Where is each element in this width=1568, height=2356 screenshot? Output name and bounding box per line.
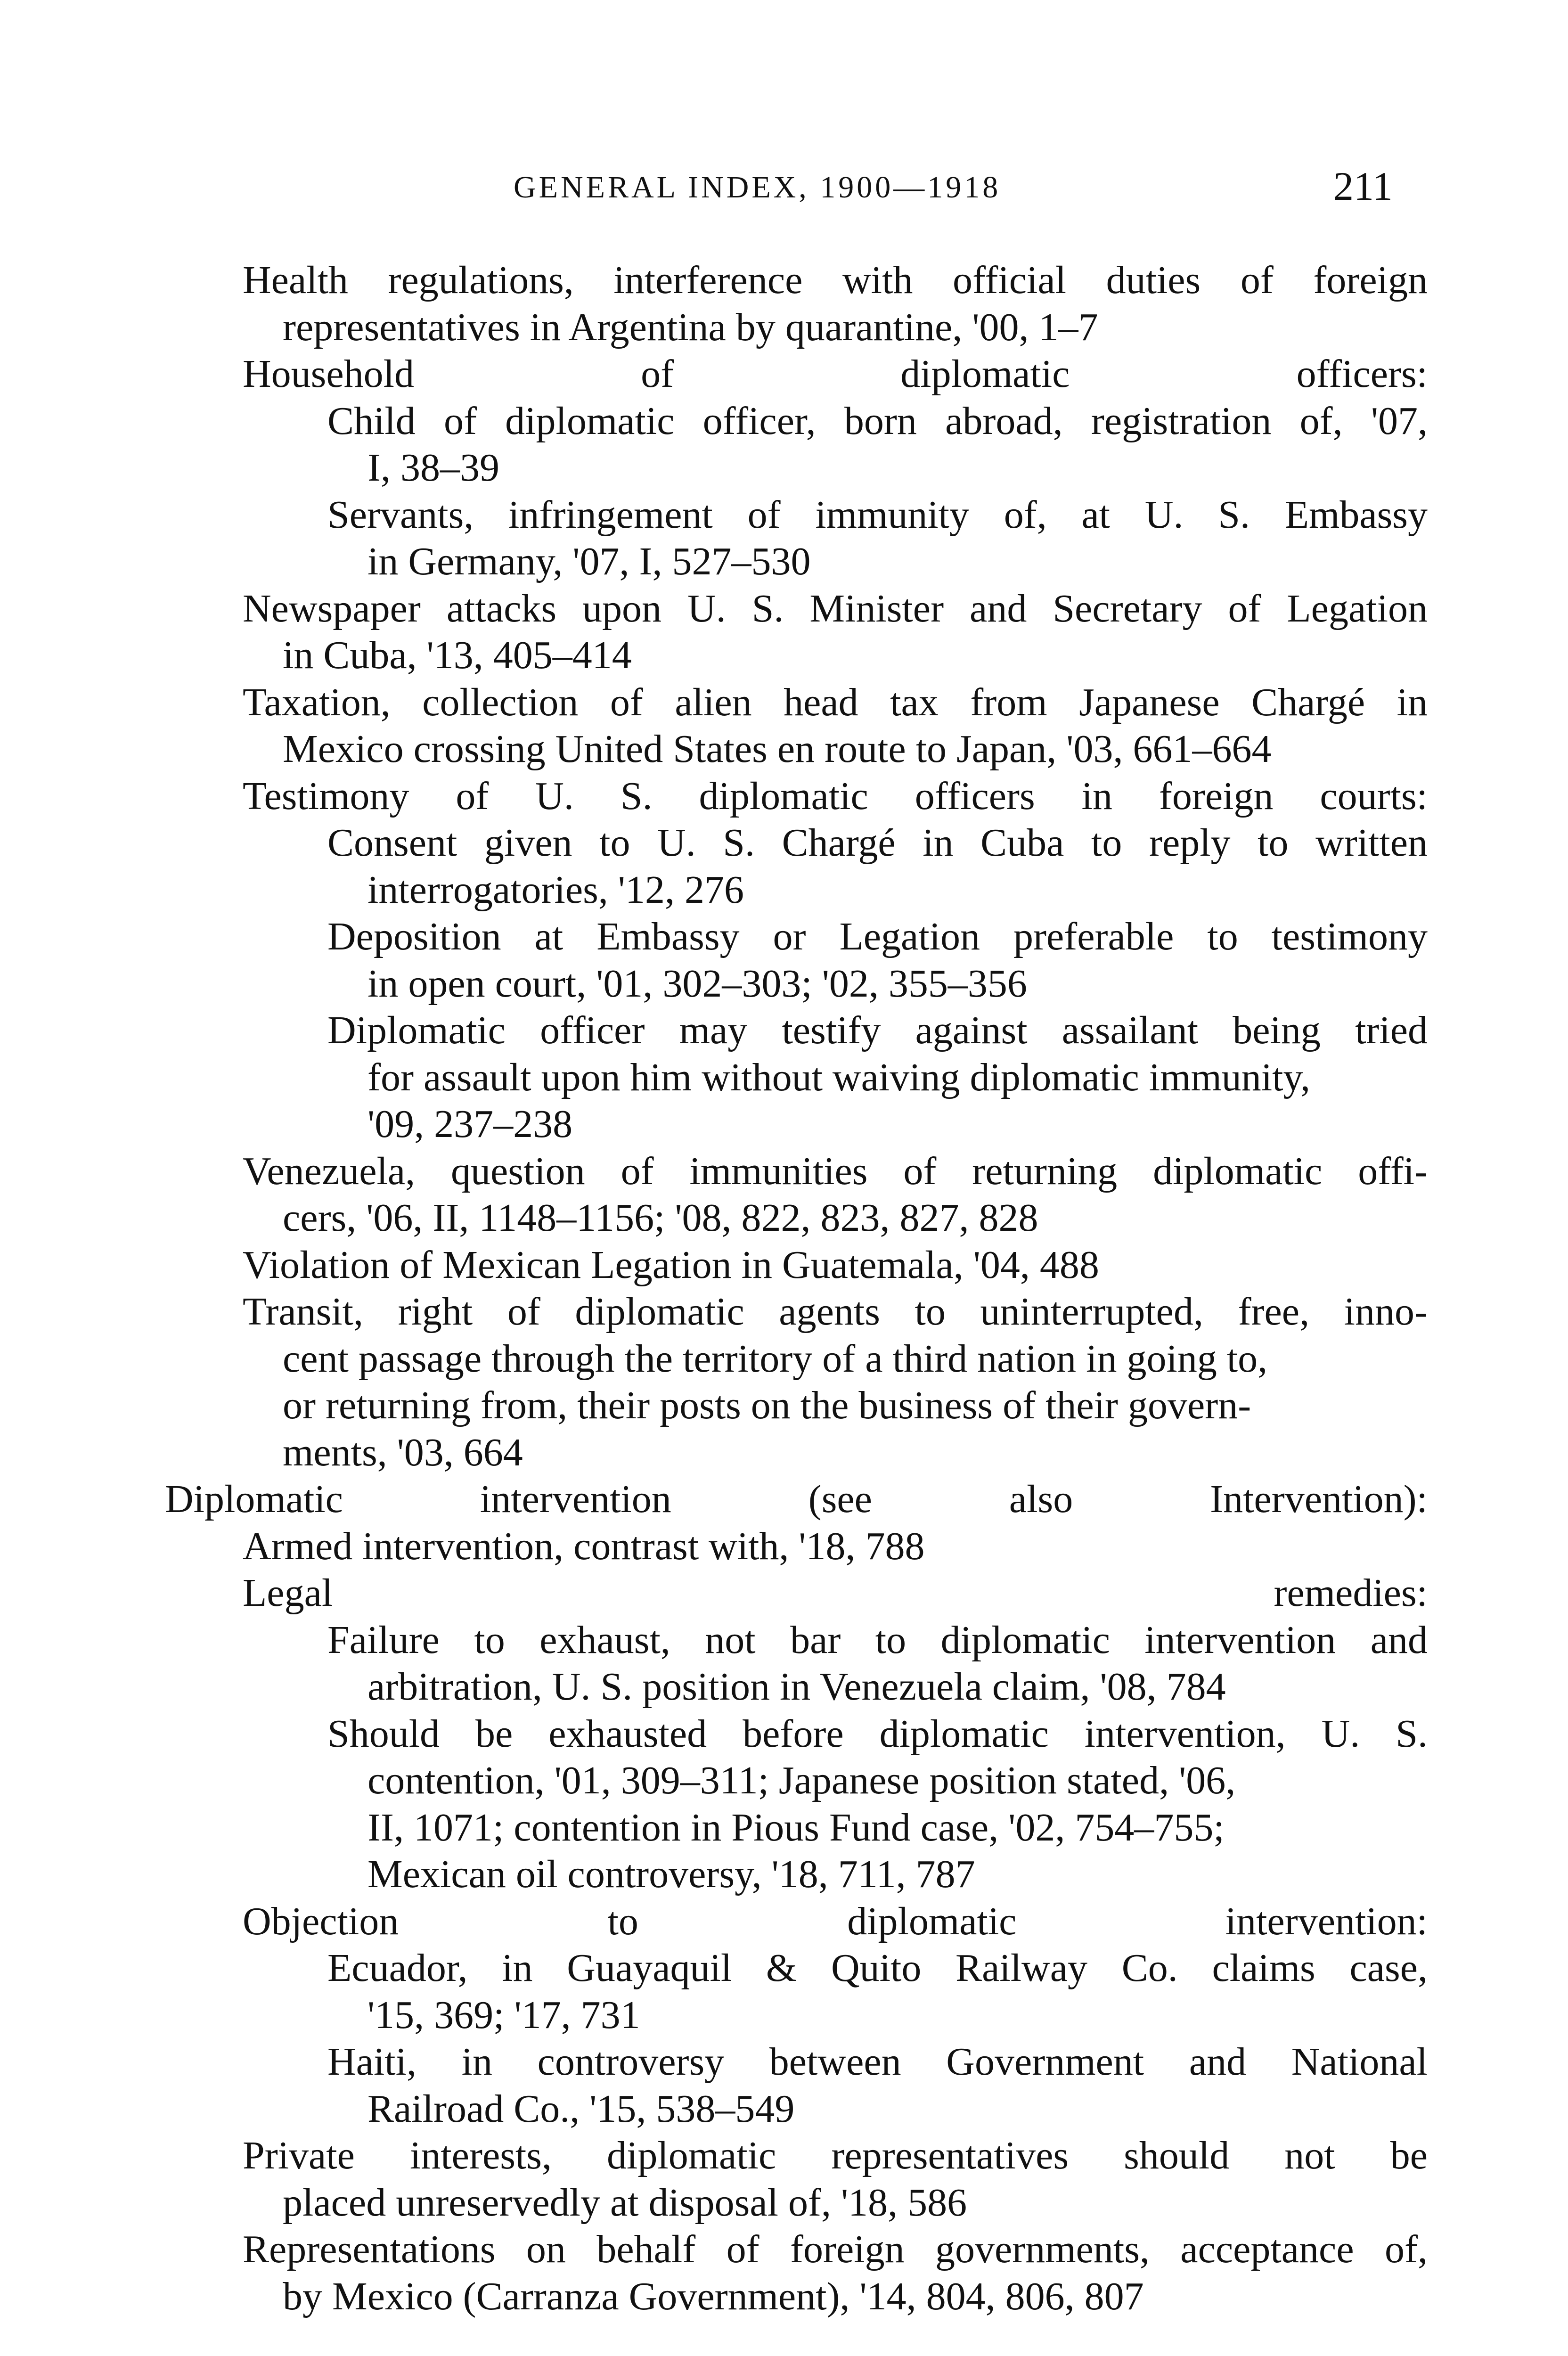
index-line: for assault upon him without waiving diplomatic immunity, <box>368 1055 1311 1099</box>
index-line: Diplomatic officer may testify against assailant being tried <box>327 1008 1428 1052</box>
index-line: ments, '03, 664 <box>283 1430 523 1474</box>
index-line: Failure to exhaust, not bar to diplomatic intervention and <box>327 1618 1428 1662</box>
index-entries <box>165 257 1428 2320</box>
index-line: Mexican oil controversy, '18, 711, 787 <box>368 1852 975 1896</box>
index-line: Diplomatic intervention (see also Intervention): <box>165 1477 1428 1521</box>
index-line: by Mexico (Carranza Government), '14, 804, 806, 807 <box>283 2274 1144 2318</box>
index-line: Consent given to U. S. Chargé in Cuba to reply to written <box>327 821 1428 865</box>
running-head: GENERAL INDEX, 1900—1918 <box>514 170 1001 205</box>
index-line: contention, '01, 309–311; Japanese position stated, '06, <box>368 1759 1236 1802</box>
index-line: Mexico crossing United States en route to Japan, '03, 661–664 <box>283 727 1272 771</box>
index-line: Testimony of U. S. diplomatic officers in foreign courts: <box>243 774 1428 818</box>
index-line: arbitration, U. S. position in Venezuela claim, '08, 784 <box>368 1665 1226 1709</box>
index-line: Railroad Co., '15, 538–549 <box>368 2086 795 2131</box>
index-line: Health regulations, interference with official duties of foreign <box>243 258 1428 302</box>
index-line: Venezuela, question of immunities of returning diplomatic offi- <box>243 1149 1428 1193</box>
page-number: 211 <box>1333 164 1393 209</box>
index-line: II, 1071; contention in Pious Fund case, '02, 754–755; <box>368 1805 1225 1849</box>
index-line: in Germany, '07, I, 527–530 <box>368 540 811 583</box>
index-line: Transit, right of diplomatic agents to uninterrupted, free, inno- <box>243 1290 1428 1333</box>
index-line: Household of diplomatic officers: <box>243 352 1428 396</box>
index-line: Taxation, collection of alien head tax from Japanese Chargé in <box>243 680 1428 724</box>
index-line: Armed intervention, contrast with, '18, 788 <box>243 1524 925 1568</box>
index-line: Haiti, in controversy between Government and National <box>327 2040 1428 2084</box>
index-line: Representations on behalf of foreign governments, acceptance of, <box>243 2227 1428 2271</box>
index-line: Ecuador, in Guayaquil & Quito Railway Co. claims case, <box>327 1946 1428 1990</box>
index-line: Deposition at Embassy or Legation preferable to testimony <box>327 915 1428 958</box>
index-line: I, 38–39 <box>368 446 499 490</box>
index-line: Newspaper attacks upon U. S. Minister and Secretary of Legation <box>243 586 1428 630</box>
index-line: placed unreservedly at disposal of, '18, 586 <box>283 2180 967 2225</box>
index-line: or returning from, their posts on the business of their govern- <box>283 1383 1251 1427</box>
index-line: Servants, infringement of immunity of, at U. S. Embassy <box>327 492 1428 537</box>
index-line: Should be exhausted before diplomatic intervention, U. S. <box>327 1711 1428 1756</box>
index-line: Legal remedies: <box>243 1571 1428 1615</box>
index-line: Child of diplomatic officer, born abroad, registration of, '07, <box>327 399 1428 443</box>
index-line: Objection to diplomatic intervention: <box>243 1899 1428 1943</box>
index-line: representatives in Argentina by quarantine, '00, 1–7 <box>283 305 1098 349</box>
index-line: Violation of Mexican Legation in Guatemala, '04, 488 <box>243 1243 1099 1287</box>
index-line: in Cuba, '13, 405–414 <box>283 633 632 677</box>
index-line: cent passage through the territory of a third nation in going to, <box>283 1336 1268 1381</box>
index-line: in open court, '01, 302–303; '02, 355–356 <box>368 961 1027 1006</box>
index-line: cers, '06, II, 1148–1156; '08, 822, 823, 827, 828 <box>283 1196 1038 1240</box>
index-line: '09, 237–238 <box>368 1102 573 1146</box>
index-line: interrogatories, '12, 276 <box>368 867 744 912</box>
index-line: '15, 369; '17, 731 <box>368 1993 640 2037</box>
index-line: Private interests, diplomatic representatives should not be <box>243 2134 1428 2177</box>
